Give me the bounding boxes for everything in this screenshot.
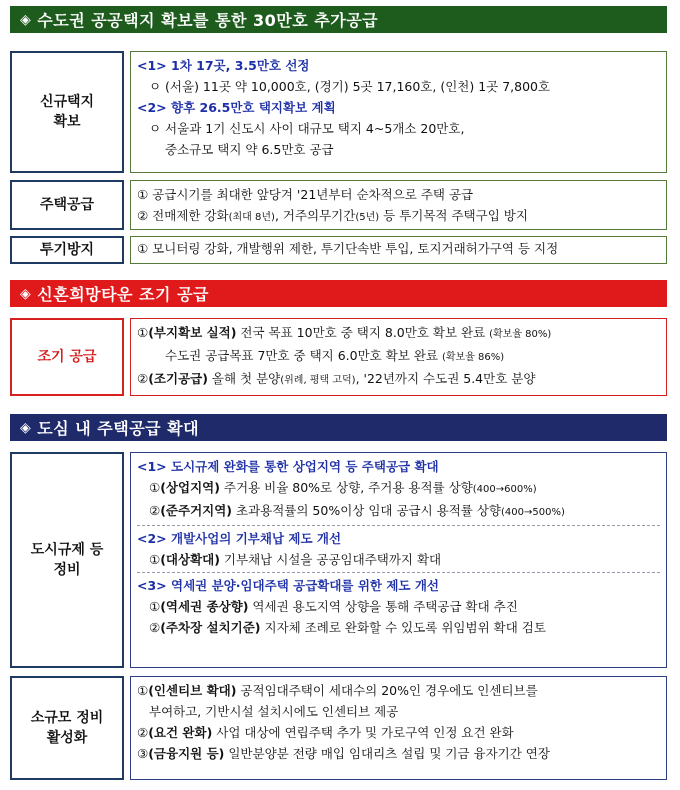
row-label-housing-supply: 주택공급 [10, 180, 124, 230]
diamond-icon: ◈ [20, 285, 32, 302]
subheading: <1> 1차 17곳, 3.5만호 선정 [137, 58, 310, 73]
item-line: 수도권 공급목표 7만호 중 택지 6.0만호 확보 완료 (확보율 86%) [165, 348, 505, 363]
item-line: ①(대상확대) 기부채납 시설을 공공임대주택까지 확대 [149, 552, 442, 567]
row-content-early-supply [130, 318, 667, 396]
row-label-urban-regulation: 도시규제 등 정비 [10, 452, 124, 668]
row-content-urban-regulation [130, 452, 667, 668]
row-content-small-scale [130, 676, 667, 780]
section-title: 신혼희망타운 조기 공급 [37, 285, 209, 304]
section-header-capital-area [10, 6, 667, 33]
row-label-small-scale: 소규모 정비 활성화 [10, 676, 124, 780]
row-content-speculation [130, 236, 667, 264]
item-line: ①(부지확보 실적) 전국 목표 10만호 중 택지 8.0만호 확보 완료 (확보율 80%) [137, 325, 552, 340]
divider [137, 525, 660, 526]
item-line: ①(역세권 종상향) 역세권 용도지역 상향을 통해 주택공급 확대 추진 [149, 599, 518, 614]
item-line: ①(인센티브 확대) 공적임대주택이 세대수의 20%인 경우에도 인센티브를 [137, 683, 538, 698]
item-line: ①(상업지역) 주거용 비율 80%로 상향, 주거용 용적률 상향(400→600%) [149, 480, 537, 495]
row-content-new-land [130, 51, 667, 173]
item-line: ② 전매제한 강화(최대 8년), 거주의무기간(5년) 등 투기목적 주택구입 방지 [137, 208, 528, 223]
item-line: ②(요건 완화) 사업 대상에 연립주택 추가 및 가로구역 인정 요건 완화 [137, 725, 514, 740]
subheading: <2> 개발사업의 기부채납 제도 개선 [137, 531, 342, 546]
diamond-icon: ◈ [20, 11, 32, 28]
subheading: <2> 향후 26.5만호 택지확보 계획 [137, 100, 336, 115]
row-label-speculation: 투기방지 [10, 236, 124, 264]
section-title: 수도권 공공택지 확보를 통한 30만호 추가공급 [37, 11, 379, 30]
bullet-line: 중소규모 택지 약 6.5만호 공급 [165, 142, 334, 157]
row-label-new-land: 신규택지 확보 [10, 51, 124, 173]
item-line: ① 공급시기를 최대한 앞당겨 '21년부터 순차적으로 주택 공급 [137, 187, 474, 202]
section-header-newlywed [10, 280, 667, 307]
bullet-line: ㅇ 서울과 1기 신도시 사이 대규모 택지 4~5개소 20만호, [149, 121, 465, 136]
item-line: ① 모니터링 강화, 개발행위 제한, 투기단속반 투입, 토지거래허가구역 등 지정 [137, 241, 559, 256]
row-label-early-supply: 조기 공급 [10, 318, 124, 396]
section-header-urban [10, 414, 667, 441]
item-line: ②(준주거지역) 초과용적률의 50%이상 임대 공급시 용적률 상향(400→500%) [149, 503, 565, 518]
bullet-line: ㅇ (서울) 11곳 약 10,000호, (경기) 5곳 17,160호, (인천) 1곳 7,800호 [149, 79, 551, 94]
item-line: ②(주차장 설치기준) 지자체 조례로 완화할 수 있도록 위임범위 확대 검토 [149, 620, 546, 635]
subheading: <3> 역세권 분양·임대주택 공급확대를 위한 제도 개선 [137, 578, 440, 593]
diamond-icon: ◈ [20, 419, 32, 436]
subheading: <1> 도시규제 완화를 통한 상업지역 등 주택공급 확대 [137, 459, 439, 474]
item-line: 부여하고, 기반시설 설치시에도 인센티브 제공 [149, 704, 399, 719]
item-line: ③(금융지원 등) 일반분양분 전량 매입 임대리츠 설립 및 기금 융자기간 연장 [137, 746, 550, 761]
row-content-housing-supply [130, 180, 667, 230]
section-title: 도심 내 주택공급 확대 [37, 419, 200, 438]
item-line: ②(조기공급) 올해 첫 분양(위례, 평택 고덕), '22년까지 수도권 5.4만호 분양 [137, 371, 536, 386]
divider [137, 572, 660, 573]
